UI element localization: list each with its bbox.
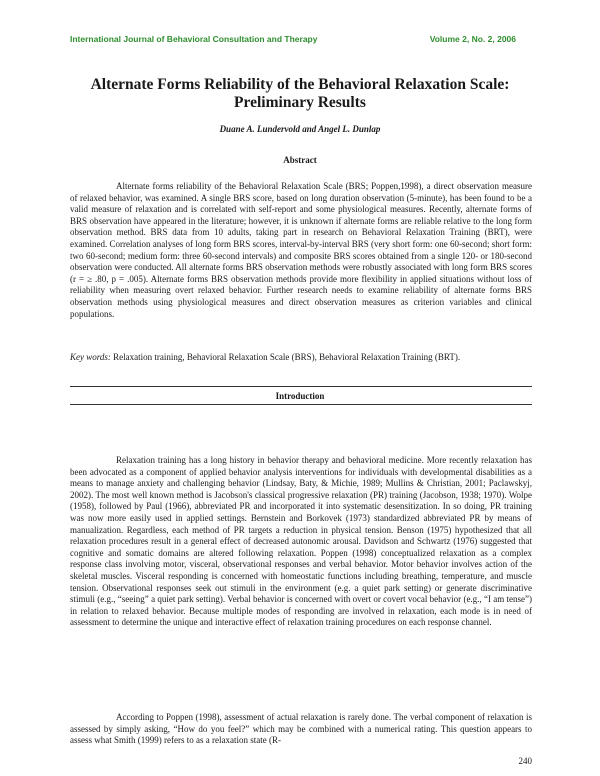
introduction-paragraph-2 [70, 712, 532, 747]
abstract-paragraph [70, 181, 532, 320]
abstract-text: Alternate forms reliability of the Behavioral Relaxation Scale (BRS; Poppen,1998), a direct observation measure of relaxed behavior, was examined. A single BRS score, based on long duration observation (5-minute), has been found to be a valid measure of relaxation and is correlated with self-report and some physiological measures. Recently, alternate forms of BRS observation have appeared in the literature; however, it is unknown if alternate forms are reliable relative to the long form observation method. BRS data from 10 adults, taking part in research on Behavioral Relaxation Training (BRT), were examined. Correlation analyses of long form BRS scores, interval-by-interval BRS (very short form: one 60-second; short form: two 60-second; medium form: three 60-second intervals) and composite BRS scores obtained from a single 120- or 180-second observation were conducted. All alternate forms BRS observation methods were robustly associated with long form BRS scores (r = ≥ .80, p = .005). Alternate forms BRS observation methods provide more flexibility in applied situations without loss of reliability when measuring overt relaxed behavior. Further research needs to examine reliability of alternate forms BRS observation methods using physiological measures and direct observation measures as criterion variables and clinical populations. [70, 181, 532, 319]
page-number: 240 [518, 756, 532, 766]
journal-volume: Volume 2, No. 2, 2006 [429, 34, 516, 44]
introduction-heading: Introduction [275, 391, 325, 401]
section-divider-top [70, 386, 532, 387]
keywords-paragraph [70, 352, 532, 364]
abstract-heading: Abstract [283, 155, 317, 165]
introduction-paragraph-1 [70, 455, 532, 629]
section-divider-bottom [70, 404, 532, 405]
introduction-paragraph-1-text: Relaxation training has a long history in behavior therapy and behavioral medicine. More recently relaxation has been advocated as a component of applied behavior analysis interventions for individuals with developmental disabilities as a means to manage anxiety and challenging behavior (Lindsay, Baty, & Michie, 1989; Mullins & Christian, 2001; Paclawskyj, 2002). The most well known method is Jacobson's classical progressive relaxation (PR) training (Jacobson, 1938; 1970). Wolpe (1958), followed by Paul (1966), abbreviated PR and incorporated it into systematic desensitization. In so doing, PR training was now more easily used in applied settings. Bernstein and Borkovek (1973) standardized abbreviated PR by means of manualization. Regardless, each method of PR targets a reduction in physical tension. Benson (1975) hypothesized that all relaxation procedures result in a general effect of decreased autonomic arousal. Davidson and Schwartz (1976) suggested that cognitive and somatic domains are altered following relaxation. Poppen (1998) conceptualized relaxation as a complex response class involving motor, visceral, observational responses and verbal behavior. Motor behavior involves action of the skeletal muscles. Visceral responding is concerned with homeostatic functions including breathing, temperature, and muscle tension. Observational responses seek out stimuli in the environment (e.g. a quiet park setting) or generate discriminative stimuli (e.g., “seeing” a quiet park setting). Verbal behavior is concerned with overt or covert vocal behavior (e.g., “I am tense”) in relation to relaxed behavior. Because multiple modes of responding are involved in relaxation, each mode is in need of assessment to determine the unique and interactive effect of relaxation training procedures on each response channel. [70, 455, 532, 628]
article-title [60, 76, 540, 112]
introduction-paragraph-2-text: According to Poppen (1998), assessment of actual relaxation is rarely done. The verbal component of relaxation is assessed by simply asking, “How do you feel?” which may be combined with a numerical rating. This question appears to assess what Smith (1999) refers to as a relaxation state (R- [70, 712, 532, 746]
keywords-text: Relaxation training, Behavioral Relaxation Scale (BRS), Behavioral Relaxation Training (BRT). [113, 352, 461, 362]
journal-name: International Journal of Behavioral Consultation and Therapy [70, 34, 318, 44]
article-title-line-1: Alternate Forms Reliability of the Behavioral Relaxation Scale: [90, 76, 510, 93]
journal-running-header [70, 34, 516, 48]
keywords-label: Key words: [70, 352, 111, 362]
article-title-line-2: Preliminary Results [234, 94, 366, 111]
article-authors: Duane A. Lundervold and Angel L. Dunlap [219, 124, 381, 134]
